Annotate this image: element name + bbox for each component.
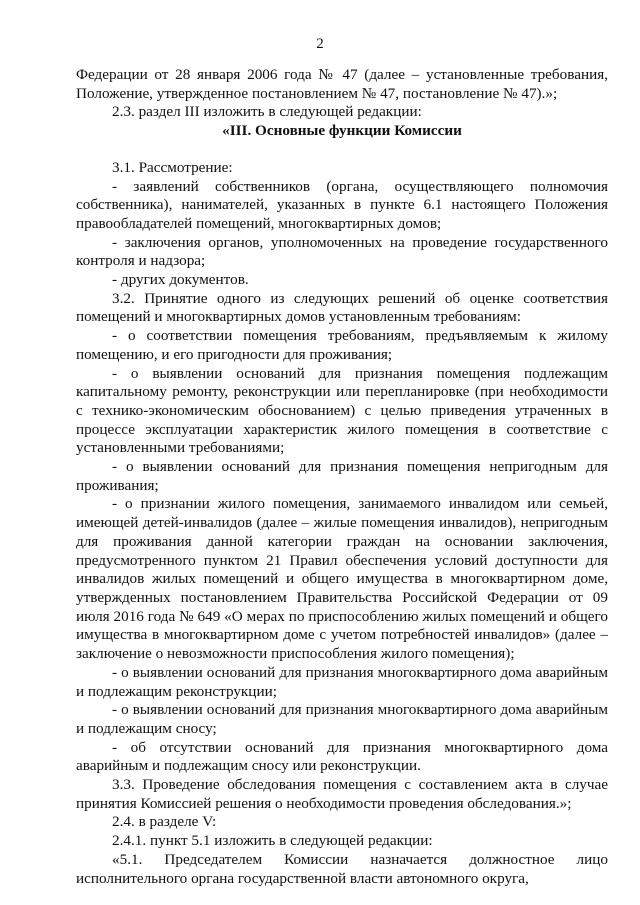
section-heading: «III. Основные функции Комиссии (222, 122, 462, 140)
paragraph-item-3-1: 3.1. Рассмотрение: (112, 158, 233, 176)
paragraph-item-3-2: 3.2. Принятие одного из следующих решений об оценке соответствия помещений и многоквартирных домов установленным требованиям: (76, 289, 608, 326)
list-item: - о выявлении оснований для признания помещения непригодным для проживания; (76, 458, 608, 494)
list-item: - о соответствии помещения требованиям, предъявляемым к жилому помещению, и его пригодности для проживания; (76, 327, 608, 363)
list-item: - о выявлении оснований для признания многоквартирного дома аварийным и подлежащим реконструкции; (76, 663, 608, 700)
paragraph-item-5-1: «5.1. Председателем Комиссии назначается должностное лицо исполнительного органа государственной власти автономного округа, (76, 850, 608, 887)
list-item: - о признании жилого помещения, занимаемого инвалидом или семьей, имеющей детей-инвалидов (далее – жилые помещения инвалидов), непригодным для проживания данной категории граждан на основании заключения, предусмотренного пунктом 21 Правил обеспечения условий доступности для инвалидов жилых помещений и общего имущества в многоквартирном доме, утвержденных постановлением Правительства Российской Федерации от 09 июля 2016 года № 649 «О мерах по приспособлению жилых помещений и общего имущества в многоквартирном доме с учетом потребностей инвалидов» (далее – заключение о невозможности приспособления жилого помещения); (76, 495, 608, 663)
document-body (76, 66, 608, 888)
paragraph-item-2-4: 2.4. в разделе V: (112, 813, 217, 831)
paragraph-item-2-3: 2.3. раздел III изложить в следующей редакции: (112, 103, 422, 121)
list-item: - других документов. (112, 271, 249, 289)
paragraph-item-3-3: 3.3. Проведение обследования помещения с составлением акта в случае принятия Комиссией решения о необходимости проведения обследования.»; (76, 776, 608, 812)
list-item: - заявлений собственников (органа, осуществляющего полномочия собственника), нанимателей, указанных в пункте 6.1 настоящего Положения правообладателей помещений, многоквартирных домов; (76, 177, 608, 232)
list-item: - о выявлении оснований для признания многоквартирного дома аварийным и подлежащим сносу; (76, 701, 608, 737)
paragraph-item-2-4-1: 2.4.1. пункт 5.1 изложить в следующей редакции: (112, 832, 433, 850)
page-number: 2 (316, 36, 324, 52)
paragraph-continuation: Федерации от 28 января 2006 года № 47 (далее – установленные требования, Положение, утвержденное постановлением № 47, постановление № 47).»; (76, 66, 608, 102)
list-item: - об отсутствии оснований для признания многоквартирного дома аварийным и подлежащим сносу или реконструкции. (76, 738, 608, 775)
list-item: - заключения органов, уполномоченных на проведение государственного контроля и надзора; (76, 233, 608, 270)
list-item: - о выявлении оснований для признания помещения подлежащим капитальному ремонту, реконструкции или перепланировке (при необходимости с технико-экономическим обоснованием) с целью приведения утраченных в процессе эксплуатации характеристик жилого помещения в соответствие с установленными требованиями; (76, 364, 608, 457)
